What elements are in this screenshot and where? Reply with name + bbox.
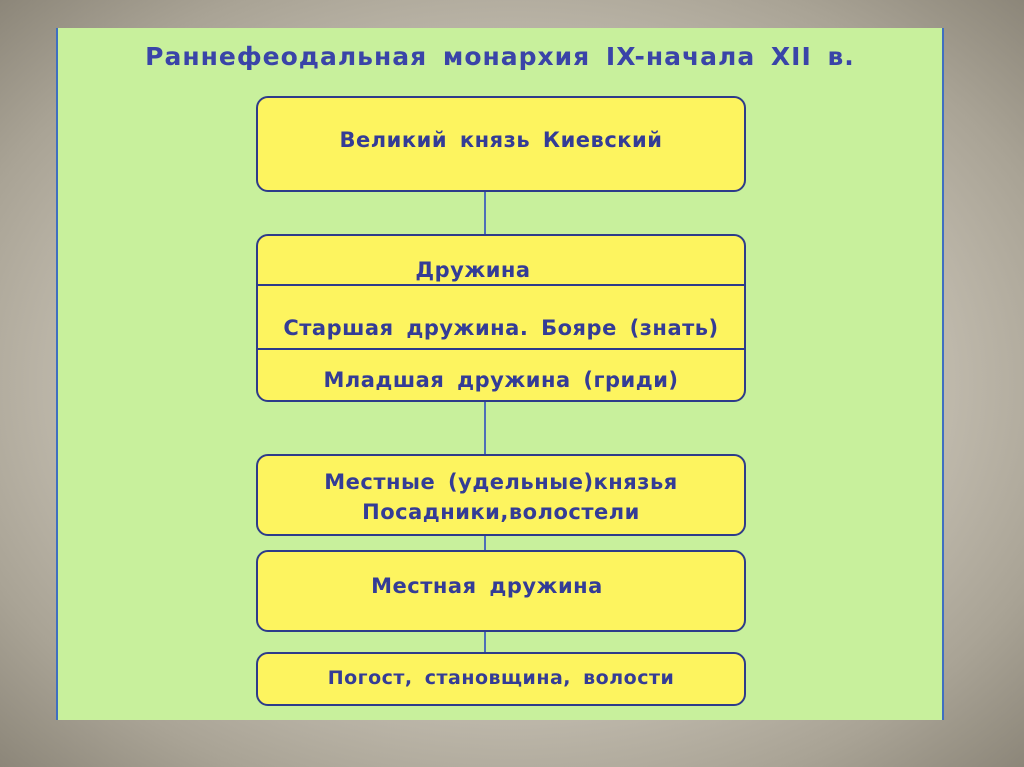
druzhina-box <box>256 234 746 402</box>
pogost-box <box>256 652 746 706</box>
connector-line <box>484 400 486 456</box>
slide-panel <box>56 28 944 720</box>
posadniki-label: Посадники,волостели <box>362 500 640 524</box>
druzhina-header: Дружина <box>415 258 531 282</box>
junior-druzhina-label: Младшая дружина (гриди) <box>323 368 679 392</box>
senior-druzhina-label: Старшая дружина. Бояре (знать) <box>283 316 719 340</box>
diagram-title: Раннефеодальная монархия IX-начала XII в. <box>145 42 855 71</box>
druzhina-divider <box>258 348 744 350</box>
local-druzhina-label: Местная дружина <box>371 574 603 598</box>
local-druzhina-box <box>256 550 746 632</box>
grand-prince-label: Великий князь Киевский <box>339 128 663 152</box>
grand-prince-box <box>256 96 746 192</box>
local-princes-box <box>256 454 746 536</box>
pogost-label: Погост, становщина, волости <box>327 667 675 689</box>
druzhina-divider <box>258 284 744 286</box>
connector-line <box>484 630 486 654</box>
local-princes-label: Местные (удельные)князья <box>324 470 678 494</box>
connector-line <box>484 190 486 236</box>
